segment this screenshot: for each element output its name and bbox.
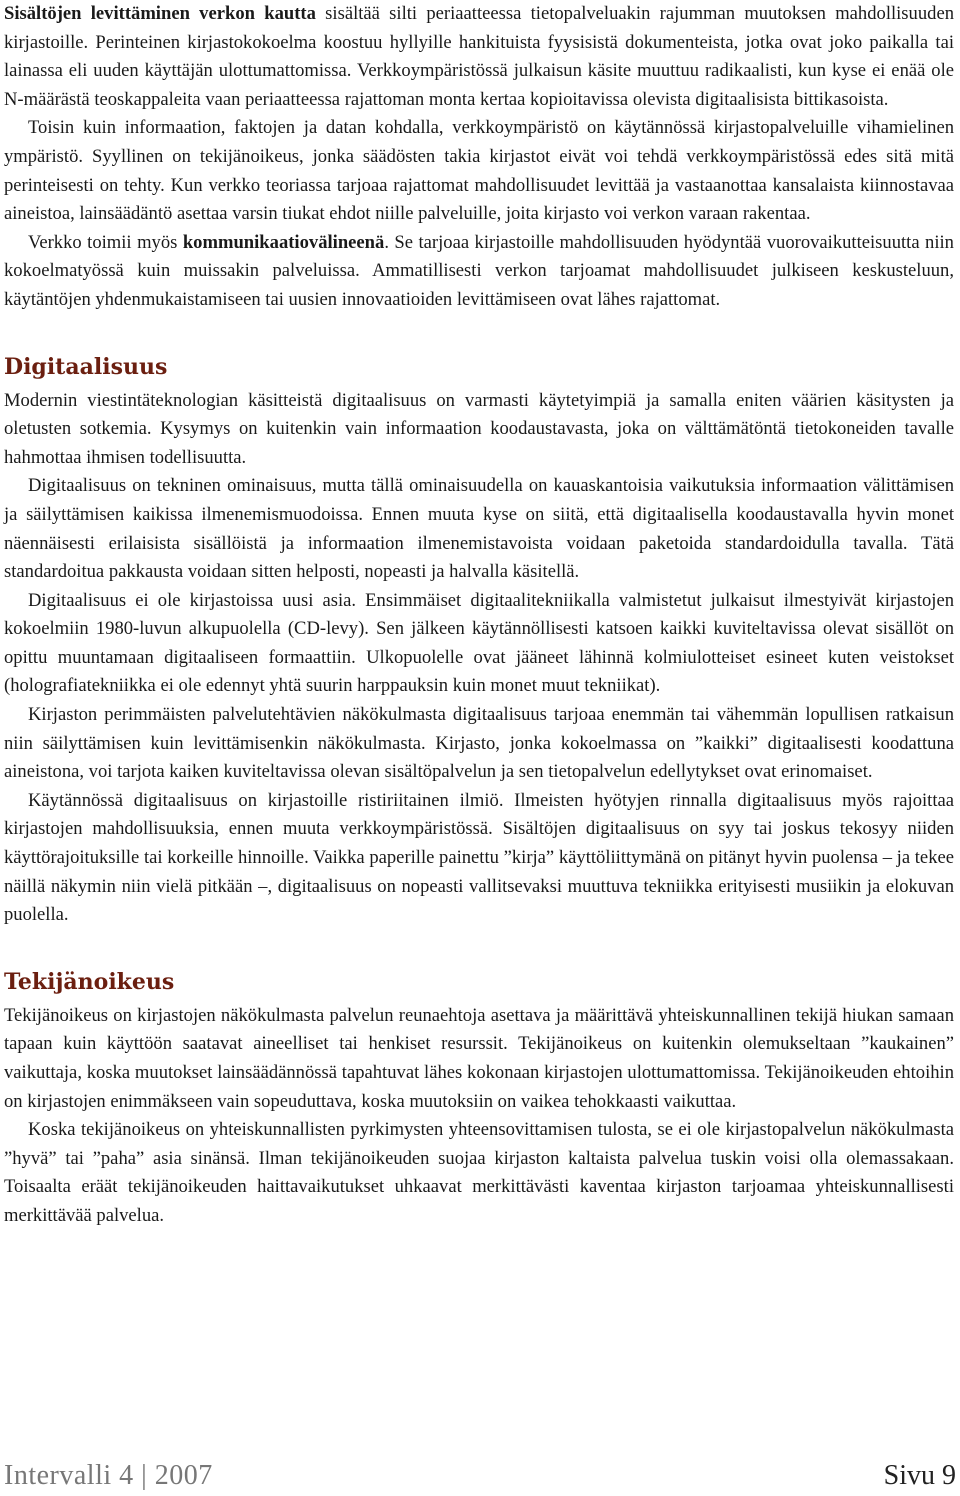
section-heading-tekijanoikeus: Tekijänoikeus bbox=[4, 968, 175, 995]
publication-info: Intervalli 4 | 2007 bbox=[4, 1460, 213, 1491]
paragraph: Digitaalisuus on tekninen ominaisuus, mutta tällä ominaisuudella on kauaskantoisia vaikutuksia informaation välittämisen ja säilyttämisen kaikissa ilmenemismuodoissa. Ennen muuta kyse on siitä, että digitaalisella koodaustavalla hyvin monet näennäisesti erilaisista sisällöistä ja informaation ilmenemistavoista voidaan paketoida standardoidulla tavalla. Tätä standardoitua pakkausta voidaan sitten helposti, nopeasti ja halvalla käsitellä. bbox=[4, 475, 954, 583]
paragraph: Koska tekijänoikeus on yhteiskunnallisten pyrkimysten yhteensovittamisen tulosta, se ei ole kirjastopalvelun näkökulmasta ”hyvä” tai ”paha” asia sinänsä. Ilman tekijänoikeuden suojaa kirjaston kaltaista palvelua tuskin voisi olla olemassakaan. Toisaalta eräät tekijänoikeuden haittavaikutukset uhkaavat merkittävästi kaventaa kirjaston tarjoamaa yhteiskunnallisesti merkittävää palvelua. bbox=[4, 1119, 954, 1226]
paragraph bbox=[4, 0, 954, 114]
paragraph: Kirjaston perimmäisten palvelutehtävien näkökulmasta digitaalisuus tarjoaa enemmän tai vähemmän lopullisen ratkaisun niin säilyttämisen kuin levittämisenkin näkökulmasta. Kirjasto, jonka kokoelmassa on ”kaikki” digitaalisesti koodattuna aineistona, voi tarjota kaiken kuviteltavissa olevan sisältöpalvelun ja sen tietopalvelun edellytykset ovat erinomaiset. bbox=[4, 704, 954, 783]
article-page bbox=[4, 0, 954, 1231]
paragraph bbox=[4, 229, 954, 315]
section-heading-digitaalisuus: Digitaalisuus bbox=[4, 353, 168, 380]
paragraph: Tekijänoikeus on kirjastojen näkökulmasta palvelun reunaehtoja asettava ja määrittävä yhteiskunnallinen tekijä hiukan samaan tapaan kuin käyttöön saatavat aineelliset tai henkiset resurssit. Tekijänoikeus on kuitenkin olemukseltaan ”kaukainen” vaikuttaja, koska muutokset lainsäädännössä tapahtuvat lähes kokonaan kirjastojen ulottumattomissa. Tekijänoikeuden ehtoihin on kirjastojen enimmäkseen vain sopeuduttava, koska muutoksiin on vaikea tehokkaasti vaikuttaa. bbox=[4, 1004, 954, 1112]
page-footer bbox=[4, 1456, 956, 1496]
paragraph-text: Verkko toimii myös bbox=[28, 231, 183, 253]
paragraph-text: sisältää silti periaatteessa tietopalveluakin rajumman muutoksen mahdollisuuden kirjastoille. Perinteinen kirjastokokoelma koostuu hyllyille hankituista fyysisistä dokumenteista, jotka ovat joko paikalla tai lainassa eli uuden käyttäjän ulottumattomissa. Verkkoympäristössä julkaisun käsite muuttuu radikaalisti, kun kyse ei enää ole N-määrästä teoskappaleita vaan periaatteessa rajattoman monta kertaa kopioitavissa olevista digitaalisista bittikasoista. bbox=[4, 3, 954, 110]
paragraph: Käytännössä digitaalisuus on kirjastoille ristiriitainen ilmiö. Ilmeisten hyötyjen rinnalla digitaalisuus myös rajoittaa kirjastojen mahdollisuuksia, ennen muuta verkkoympäristössä. Sisältöjen digitaalisuus on syy tai joskus tekosyy niiden käyttörajoituksille tai korkeille hinnoille. Vaikka paperille painettu ”kirja” käyttöliittymänä on pitänyt hyvin puolensa – ja tekee näillä näkymin niin vielä pitkään –, digitaalisuus on nopeasti vallitsevaksi muuttuva tekniikka erityisesti musiikin ja elokuvan puolella. bbox=[4, 789, 954, 926]
paragraph-text: . Se tarjoaa kirjastoille mahdollisuuden hyödyntää vuorovaikutteisuutta niin kokoelmatyössä kuin muissakin palveluissa. Ammatillisesti verkon tarjoamat mahdollisuudet julkiseen keskusteluun, käytäntöjen yhdenmukaistamiseen tai uusien innovaatioiden levittämiseen ovat lähes rajattomat. bbox=[4, 231, 954, 310]
paragraph-lead: Sisältöjen levittäminen verkon kautta bbox=[4, 3, 316, 24]
paragraph: Toisin kuin informaation, faktojen ja datan kohdalla, verkkoympäristö on käytännössä kirjastopalveluille vihamielinen ympäristö. Syyllinen on tekijänoikeus, jonka säädösten takia kirjastot eivät voi tehdä verkkoympäristössä edes sitä mitä perinteisesti on tehty. Kun verkko teoriassa tarjoaa rajattomat mahdollisuudet levittää ja vastaanottaa kansalaista kiinnostavaa aineistoa, lainsäädäntö asettaa varsin tiukat ehdot niille palveluille, joita kirjasto voi verkon varaan rakentaa. bbox=[4, 117, 954, 225]
paragraph: Modernin viestintäteknologian käsitteistä digitaalisuus on varmasti käytetyimpiä ja samalla eniten väärien käsitysten ja oletusten sotkemia. Kysymys on kuitenkin vain informaation koodaustavasta, joka on välttämätöntä tietokoneiden tavalle hahmottaa ihmisen todellisuutta. bbox=[4, 389, 954, 468]
page-number: Sivu 9 bbox=[883, 1460, 956, 1491]
paragraph: Digitaalisuus ei ole kirjastoissa uusi asia. Ensimmäiset digitaalitekniikalla valmistetut julkaisut ilmestyivät kirjastojen kokoelmiin 1980-luvun alkupuolella (CD-levy). Sen jälkeen käytännöllisesti katsoen kaikki kuviteltavissa olevat sisällöt on opittu muuntamaan digitaaliseen formaattiin. Ulkopuolelle ovat jääneet lähinnä kolmiulotteiset esineet kuten veistokset (holografiatekniikka ei ole edennyt yhtä suurin harppauksin kuin monet muut tekniikat). bbox=[4, 589, 954, 697]
bold-term: kommunikaatiovälineenä bbox=[182, 231, 385, 253]
